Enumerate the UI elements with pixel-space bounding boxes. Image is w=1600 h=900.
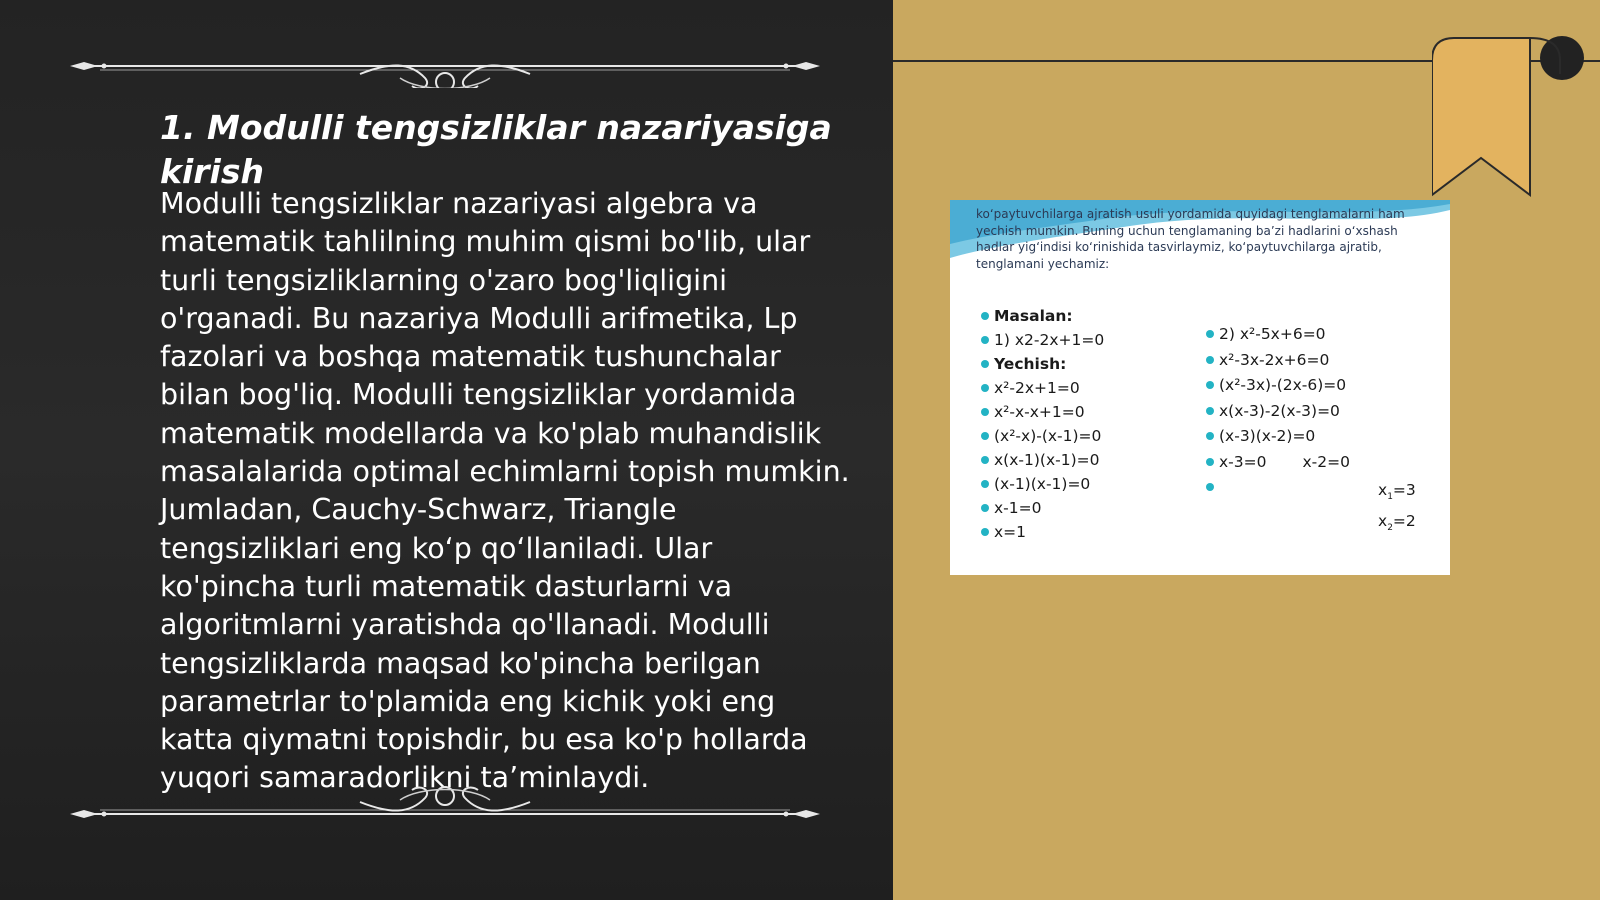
slide-body-text: Modulli tengsizliklar nazariyasi algebra va matematik tahlilning muhim qismi bo'lib, ular turli tengsizliklarning o'zaro bog'liqligini o'rganadi. Bu nazariya Modulli arifmetika, Lp fazolari va boshqa matematik tushunchalar bilan bog'liq. Modulli tengsizliklar yordamida matematik modellarda va ko'plab muhandislik masalalarida optimal echimlarni topish mumkin. Jumladan, Cauchy-Schwarz, Triangle tengsizliklari eng koʻp qoʻllaniladi. Ular ko'pincha turli matematik dasturlarni va algoritmlarni yaratishda qo'llanadi. Modulli tengsizliklarda maqsad ko'pincha berilgan parametrlar to'plamida eng kichik yoki eng katta qiymatni topishdir, bu esa ko'p hollarda yuqori samaradorlikni ta’minlaydi. xyxy=(160,187,850,795)
list-item: (x-3)(x-2)=0 xyxy=(1203,424,1350,450)
list-item: Masalan: xyxy=(978,304,1104,328)
right-equation-list xyxy=(1203,322,1350,501)
root-x2: $x_2=2$ xyxy=(1378,512,1416,534)
list-item xyxy=(1203,450,1350,476)
list-item: (x²-x)-(x-1)=0 xyxy=(978,424,1104,448)
list-item: x²-3x-2x+6=0 xyxy=(1203,348,1350,374)
list-item xyxy=(1203,475,1350,501)
equation-example-card xyxy=(950,200,1450,575)
bottom-ornament-divider xyxy=(60,786,830,826)
equation-part: x-2=0 xyxy=(1302,452,1350,471)
list-item: x(x-3)-2(x-3)=0 xyxy=(1203,399,1350,425)
slide-title: 1. Modulli tengsizliklar nazariyasiga kirish xyxy=(160,108,832,191)
roots-block xyxy=(1378,478,1416,540)
root-x1: $x_1=3$ xyxy=(1378,481,1416,503)
list-item: x²-x-x+1=0 xyxy=(978,400,1104,424)
list-item: (x-1)(x-1)=0 xyxy=(978,472,1104,496)
top-ornament-divider xyxy=(60,48,830,88)
card-intro-text: ko‘paytuvchilarga ajratish usuli yordamida quyidagi tenglamalarni ham yechish mumkin. Buning uchun tenglamaning ba’zi hadlarini o‘xshash hadlar yig‘indisi ko‘rinishida tasvirlaymiz, ko‘paytuvchilarga ajratib, tenglamani yechamiz: xyxy=(976,207,1405,271)
list-item: x=1 xyxy=(978,520,1104,544)
equation-part: x-3=0 xyxy=(1219,452,1267,471)
list-item: x²-2x+1=0 xyxy=(978,376,1104,400)
list-item: x-1=0 xyxy=(978,496,1104,520)
list-item: 2) x²-5x+6=0 xyxy=(1203,322,1350,348)
list-item: (x²-3x)-(2x-6)=0 xyxy=(1203,373,1350,399)
left-equation-list xyxy=(978,304,1104,544)
list-item: x(x-1)(x-1)=0 xyxy=(978,448,1104,472)
bookmark-ribbon-icon xyxy=(1432,30,1590,200)
list-item: 1) x2-2x+1=0 xyxy=(978,328,1104,352)
list-item: Yechish: xyxy=(978,352,1104,376)
